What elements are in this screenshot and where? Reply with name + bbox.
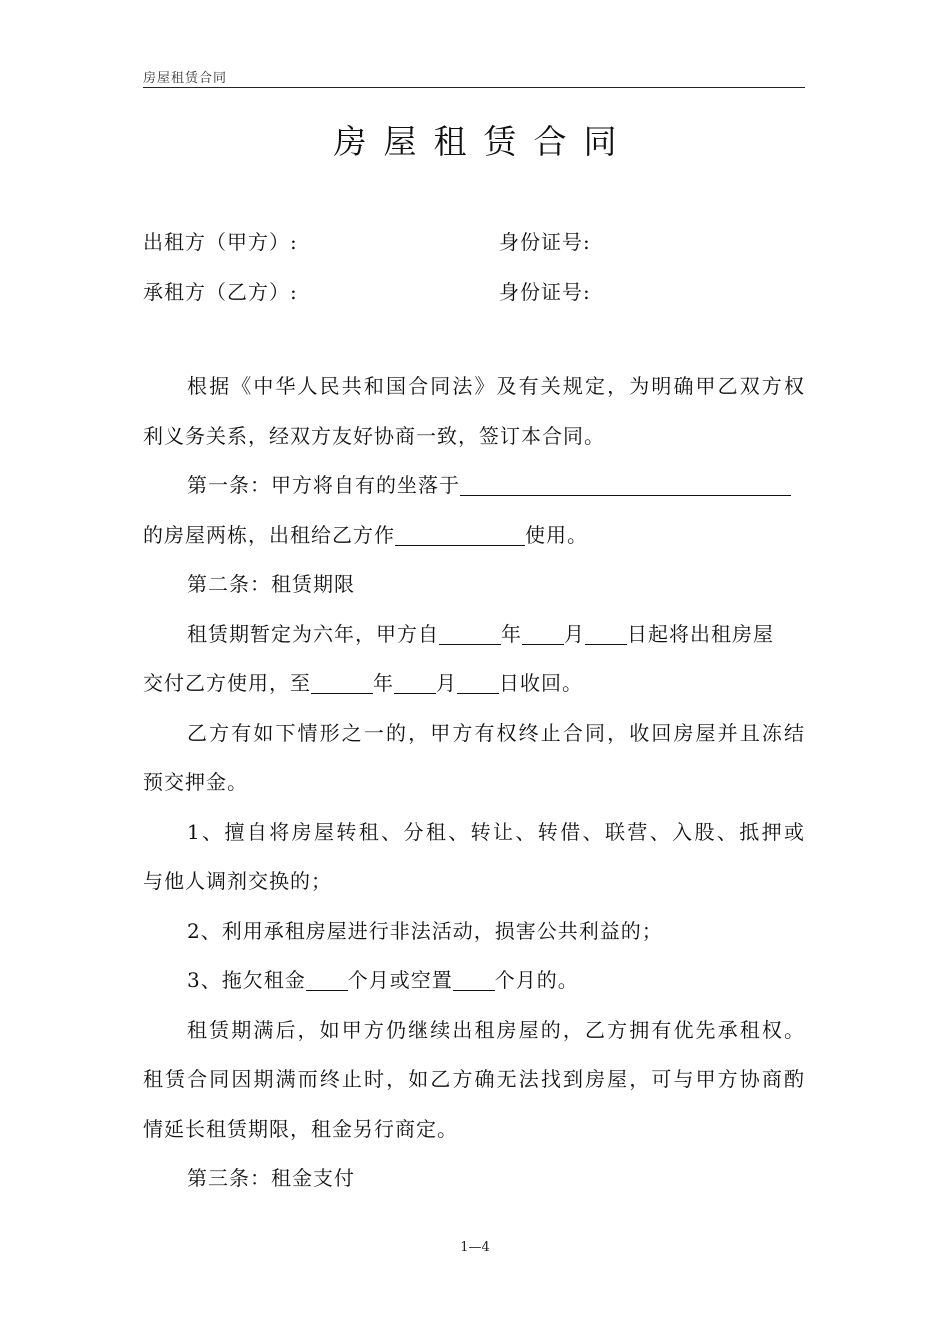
article-1-text-c: 使用。 bbox=[525, 522, 588, 547]
lessor-id-label: 身份证号: bbox=[499, 230, 591, 254]
item-3-text-b: 个月或空置 bbox=[347, 968, 453, 992]
lessee-id-label: 身份证号: bbox=[499, 280, 591, 304]
location-blank bbox=[460, 473, 791, 496]
article-1-line-1 bbox=[143, 461, 805, 511]
intro-line-1: 根据《中华人民共和国合同法》及有关规定，为明确甲乙双方权 bbox=[187, 374, 805, 398]
vacant-months-blank bbox=[453, 968, 495, 991]
item-1-line-1: 1、擅自将房屋转租、分租、转让、转借、联营、入股、抵押或 bbox=[187, 819, 805, 844]
article-3-title: 第三条：租金支付 bbox=[187, 1166, 355, 1190]
lessee-row bbox=[143, 276, 805, 306]
start-month-blank bbox=[522, 622, 564, 645]
page-number: 1—4 bbox=[460, 1240, 490, 1255]
term-month-label-2: 月 bbox=[436, 671, 457, 695]
document-title: 房屋租赁合同 bbox=[333, 122, 634, 161]
item-3 bbox=[143, 956, 805, 1006]
article-2-title: 第二条：租赁期限 bbox=[187, 572, 355, 596]
lessee-label: 承租方（乙方）: bbox=[143, 280, 298, 304]
term-year-label: 年 bbox=[501, 621, 522, 646]
terminate-line-2: 预交押金。 bbox=[143, 770, 248, 794]
lessor-label: 出租方（甲方）: bbox=[143, 230, 298, 254]
intro-line-2: 利义务关系，经双方友好协商一致，签订本合同。 bbox=[143, 423, 605, 448]
term-text-b: 日起将出租房屋 bbox=[627, 621, 774, 646]
end-day-blank bbox=[457, 671, 499, 694]
start-day-blank bbox=[585, 622, 627, 645]
end-year-blank bbox=[311, 671, 373, 694]
term-year-label-2: 年 bbox=[373, 671, 394, 695]
start-year-blank bbox=[439, 622, 501, 645]
end-month-blank bbox=[394, 671, 436, 694]
renew-line-2: 租赁合同因期满而终止时，如乙方确无法找到房屋，可与甲方协商酌 bbox=[143, 1067, 805, 1091]
item-3-text-c: 个月的。 bbox=[494, 968, 579, 992]
term-text-c: 交付乙方使用，至 bbox=[143, 671, 311, 695]
arrears-months-blank bbox=[306, 968, 348, 991]
item-2: 2、利用承租房屋进行非法活动，损害公共利益的； bbox=[187, 918, 663, 943]
lessor-row bbox=[143, 226, 805, 256]
item-1-line-2: 与他人调剂交换的； bbox=[143, 869, 332, 893]
article-1-text-b: 的房屋两栋，出租给乙方作 bbox=[143, 522, 395, 547]
term-text-d: 日收回。 bbox=[499, 671, 583, 695]
article-1-text-a: 第一条：甲方将自有的坐落于 bbox=[187, 473, 460, 497]
term-line-2 bbox=[143, 659, 805, 709]
term-month-label: 月 bbox=[564, 621, 585, 646]
header-divider bbox=[143, 87, 805, 88]
term-text-a: 租赁期暂定为六年，甲方自 bbox=[187, 621, 439, 646]
terminate-line-1: 乙方有如下情形之一的，甲方有权终止合同，收回房屋并且冻结 bbox=[187, 720, 805, 745]
article-1-line-2 bbox=[143, 511, 805, 561]
usage-blank bbox=[395, 523, 525, 546]
running-header: 房屋租赁合同 bbox=[143, 71, 228, 86]
renew-line-3: 情延长租赁期限，租金另行商定。 bbox=[143, 1116, 458, 1141]
contract-body bbox=[143, 362, 805, 1204]
item-3-text-a: 3、拖欠租金 bbox=[187, 968, 306, 992]
term-line-1 bbox=[143, 610, 805, 660]
renew-line-1: 租赁期满后，如甲方仍继续出租房屋的，乙方拥有优先承租权。 bbox=[187, 1017, 805, 1042]
